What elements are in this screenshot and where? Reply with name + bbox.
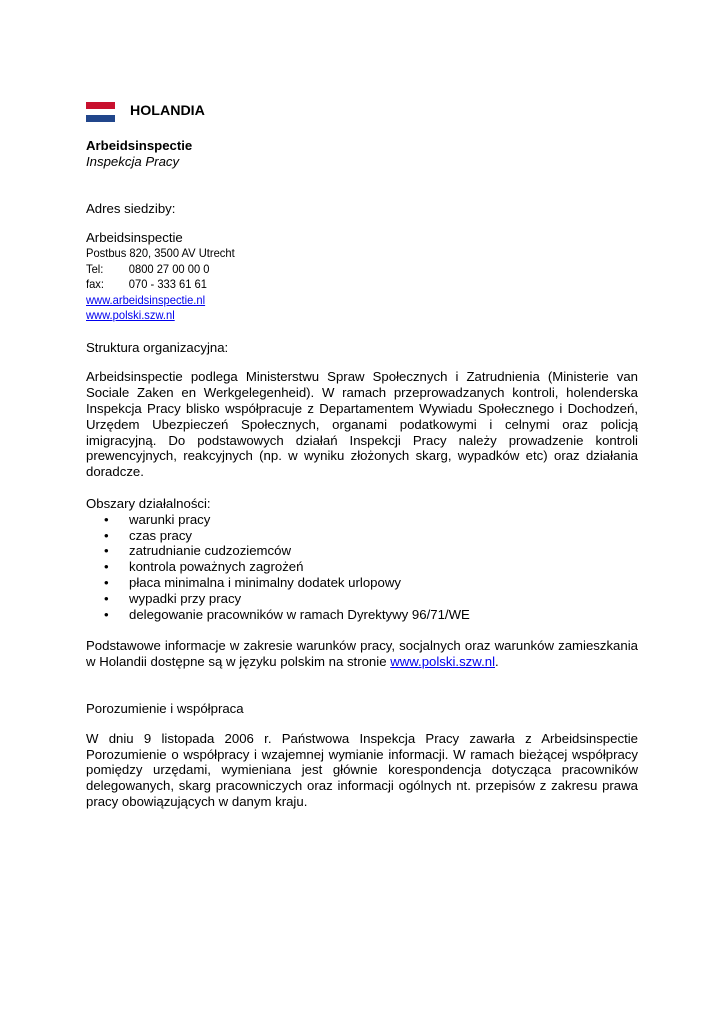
flag-stripe-white [86,109,115,116]
link-polski-szw[interactable]: www.polski.szw.nl [86,308,175,323]
country-header [86,100,638,124]
institution-name: Arbeidsinspectie [86,138,193,153]
info-paragraph: Podstawowe informacje w zakresie warunków pracy, socjalnych oraz warunków zamieszkania w Holandii dostępne są w języku polskim na stronie www.polski.szw.nl. [86,638,638,670]
address-heading: Adres siedziby: [86,200,176,216]
agreement-heading: Porozumienie i współpraca [86,701,244,717]
tel-label: Tel: [86,261,104,276]
list-item: • kontrola poważnych zagrożeń [86,559,638,575]
list-item: • delegowanie pracowników w ramach Dyrektywy 96/71/WE [86,607,638,623]
address-tel [86,262,599,278]
areas-heading: Obszary działalności: [86,496,211,512]
fax-label: fax: [86,277,104,292]
bullet-icon: • [104,511,109,527]
address-name: Arbeidsinspectie [86,230,183,246]
tel-value: 0800 27 00 00 0 [128,261,210,276]
bullet-icon: • [104,590,109,606]
bullet-icon: • [104,575,109,591]
document-content [86,100,638,810]
institution-translation: Inspekcja Pracy [86,153,180,169]
address-postbus: Postbus 820, 3500 AV Utrecht [86,246,235,261]
link-polski-szw-inline[interactable]: www.polski.szw.nl [390,654,495,670]
bullet-icon: • [104,606,109,622]
country-title: HOLANDIA [130,103,205,120]
areas-list [86,512,638,623]
flag-stripe-red [86,102,115,109]
fax-value: 070 - 333 61 61 [128,277,207,292]
structure-paragraph: Arbeidsinspectie podlega Ministerstwu Spraw Społecznych i Zatrudnienia (Ministerie van Sociale Zaken en Werkgelegenheid). W ramach przeprowadzanych kontroli, holenderska Inspekcja Pracy blisko współpracuje z Departamentem Wywiadu Społecznego i Dochodzeń, Urzędem Ubezpieczeń Społecznych, organami podatkowymi i celnymi oraz policją imigracyjną. Do podstawowych działań Inspekcji Pracy należy prowadzenie kontroli prewencyjnych, reakcyjnych (np. w wyniku złożonych skarg, wypadków etc) oraz działania doradcze. [86,369,638,480]
address-fax [86,277,599,293]
structure-heading: Struktura organizacyjna: [86,339,229,355]
list-item: • czas pracy [86,528,638,544]
list-item: • zatrudnianie cudzoziemców [86,543,638,559]
bullet-icon: • [104,527,109,543]
list-item: • płaca minimalna i minimalny dodatek urlopowy [86,575,638,591]
list-item: • wypadki przy pracy [86,591,638,607]
bullet-icon: • [104,543,109,559]
agreement-paragraph: W dniu 9 listopada 2006 r. Państwowa Inspekcja Pracy zawarła z Arbeidsinspectie Porozumienie o współpracy i wzajemnej wymianie informacji. W ramach bieżącej współpracy pomiędzy urzędami, wymieniana jest głównie korespondencja dotycząca pracowników delegowanych, skarg pracowniczych oraz informacji ogólnych nt. przepisów z zakresu prawa pracy obowiązujących w danym kraju. [86,730,638,810]
list-item: • warunki pracy [86,512,638,528]
link-arbeidsinspectie[interactable]: www.arbeidsinspectie.nl [86,292,206,307]
netherlands-flag-icon [86,102,115,122]
flag-stripe-blue [86,115,115,122]
bullet-icon: • [104,559,109,575]
